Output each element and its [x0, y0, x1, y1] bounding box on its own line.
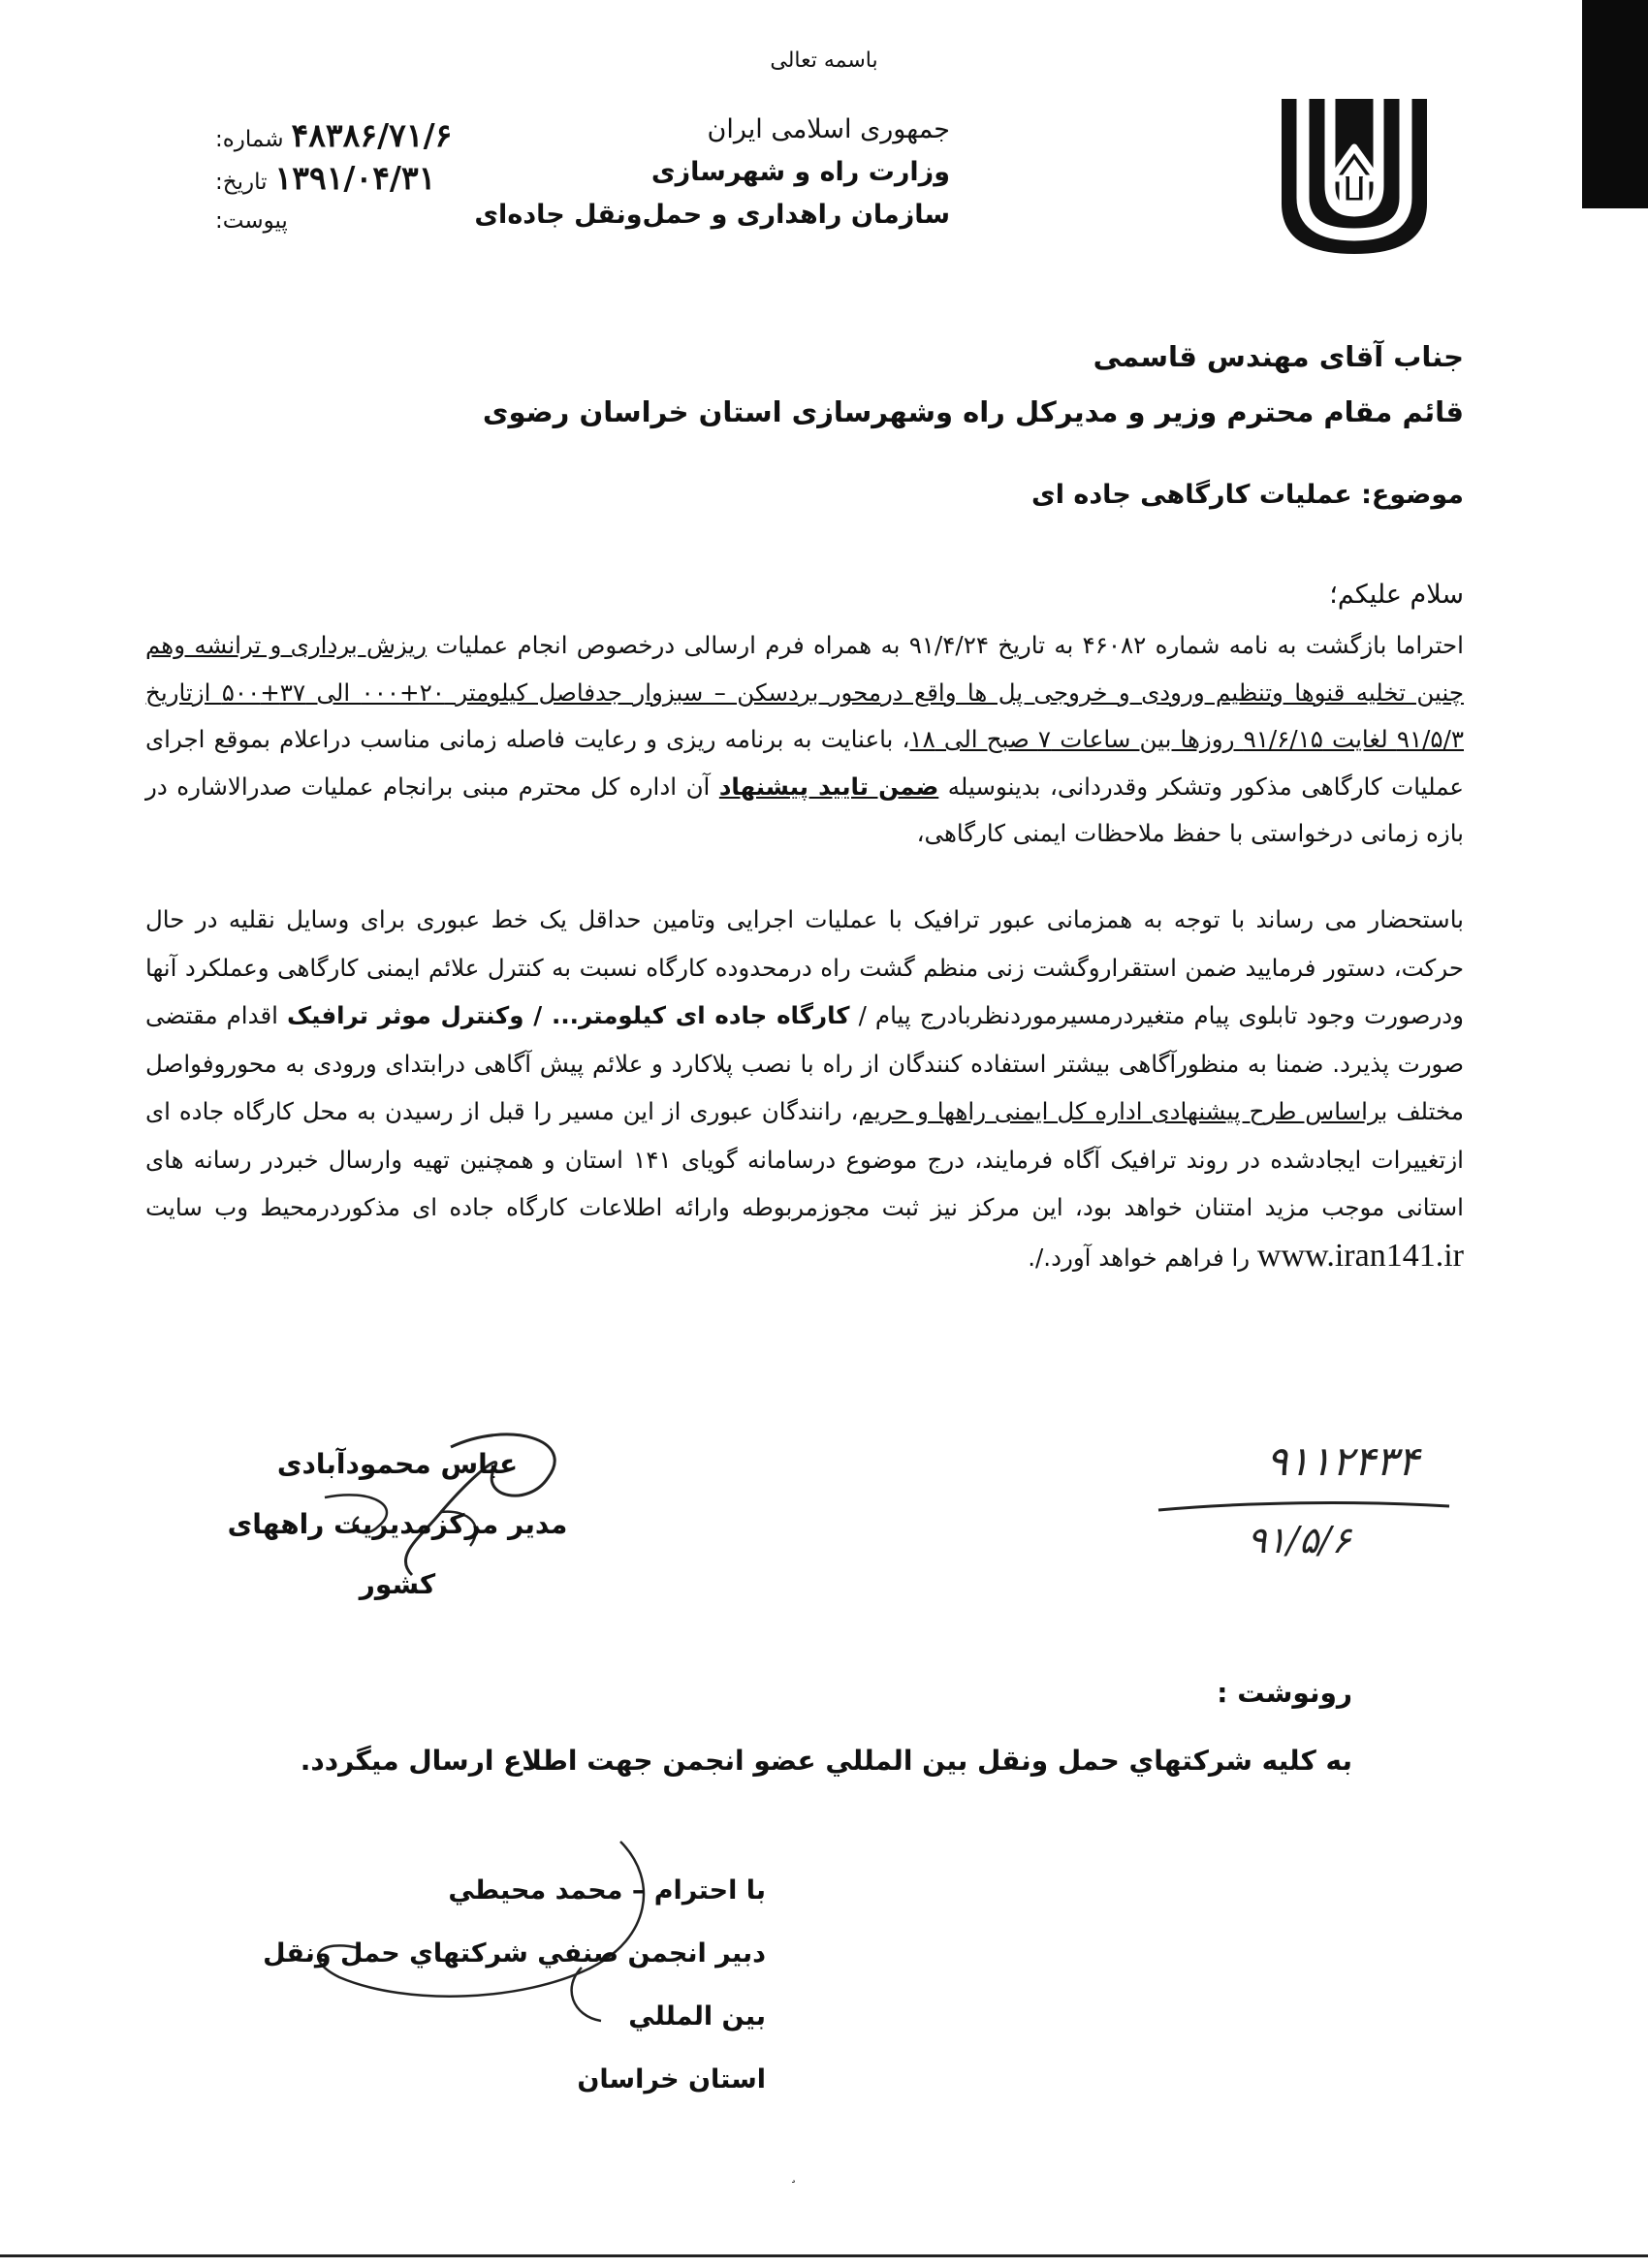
org-line-organization: سازمان راهداری و حمل‌ونقل جاده‌ای — [474, 200, 950, 230]
p2-text-2: اقدام مقتضی صورت پذیرد. ضمنا به منظورآگاهی بیشتر استفاده کنندگان از راه با نصب پلاکارد و علائم پیش آگاهی درابتدای ورودی به محوروفواصل مختلف — [145, 1001, 1464, 1125]
p1-approval-phrase: ضمن تایید پیشنهاد — [718, 772, 939, 801]
handwritten-line-1: ۹۱۱۲۴۳۴ — [1266, 1437, 1419, 1485]
handwritten-registration-note — [1139, 1434, 1459, 1575]
p2-text-3: ، رانندگان عبوری از این مسیر را قبل از رسیدن به محل کارگاه جاده ای ازتغییرات ایجادشده در روند ترافیک آگاه فرمایند، درج موضوع درسامانه گویای ۱۴۱ استان و همچنین تهیه وارسال خبردر رسانه های استانی موجب مزید امتنان خواهد بود، این مرکز نیز ثبت مجوزمربوطه وارائه اطلاعات کارگاه جاده ای مذکوردرمحیط وب سایت — [145, 1097, 1464, 1221]
cc-text: به کلیه شرکتهاي حمل ونقل بین المللي عضو انجمن جهت اطلاع ارسال میگردد. — [300, 1745, 1352, 1777]
greeting: سلام علیکم؛ — [1329, 580, 1464, 610]
org-line-country: جمهوری اسلامی ایران — [707, 114, 950, 144]
number-row — [215, 114, 467, 157]
signer-name: عباس محمودآبادی — [276, 1448, 519, 1480]
org-line-ministry: وزارت راه و شهرسازی — [650, 157, 950, 187]
body-paragraph-1 — [145, 622, 1464, 858]
date-value: ۱۳۹۱/۰۴/۳۱ — [274, 159, 436, 197]
basmala: باسمه تعالی — [770, 48, 878, 73]
number-label: شماره: — [215, 127, 284, 152]
closing-title: دبیر انجمن صنفي شرکتهاي حمل ونقل بین المللي — [263, 1938, 766, 2032]
closing-province: استان خراسان — [577, 2064, 766, 2095]
p1-text-1: احتراما بازگشت به نامه شماره ۴۶۰۸۲ به تاریخ ۹۱/۴/۲۴ به همراه فرم ارسالی درخصوص انجام عملیات — [427, 631, 1464, 659]
p2-underlined-plan: براساس طرح پیشنهادی اداره کل ایمنی راهها و حریم — [858, 1097, 1388, 1125]
scan-bottom-edge — [0, 2254, 1648, 2257]
number-value: ۴۸۳۸۶/۷۱/۶ — [291, 116, 453, 154]
closing-regards: با احترام – محمد محیطي — [448, 1875, 766, 1906]
closing-block — [262, 1859, 766, 2111]
handwritten-line-2: ۹۱/۵/۶ — [1247, 1519, 1351, 1561]
date-label: تاریخ: — [215, 170, 268, 195]
p1-text-2: ، باعنایت به برنامه ریزی و رعایت فاصله زمانی مناسب دراعلام بموقع اجرای عملیات کارگاهی مذکور وتشکر وقدردانی، بدینوسیله — [145, 725, 1464, 801]
cc-title: رونوشت : — [1217, 1677, 1352, 1709]
p2-message-phrase: کارگاه جاده ای کیلومتر... / وکنترل موثر ترافیک — [287, 1001, 850, 1029]
subject-line: موضوع: عملیات کارگاهی جاده ای — [1030, 480, 1464, 510]
p2-text-1: باستحضار می رساند با توجه به همزمانی عبور ترافیک با عملیات اجرایی وتامین حداقل یک خط عبوری برای وسایل نقلیه در حال حرکت، دستور فرمایید ضمن استقراروگشت زنی منظم گشت راه درمحدوده کارگاه نسبت به کنترل علائم ایمنی کارگاهی وعملکرد آنها ودرصورت وجود تابلوی پیام متغیردرمسیرمورد‌نظربادرج پیام / — [145, 905, 1465, 1029]
organization-logo-icon — [1272, 89, 1437, 262]
scan-edge-bar — [1582, 0, 1648, 208]
signer-title: مدیر مرکزمدیریت راههای کشور — [227, 1508, 568, 1600]
attachment-label: پیوست: — [215, 208, 288, 234]
scan-mark: ¸ — [790, 2168, 797, 2184]
website-url: www.iran141.ir — [1256, 1237, 1464, 1274]
addressee — [155, 330, 1464, 440]
addressee-line-2: قائم مقام محترم وزیر و مدیرکل راه وشهرسازی استان خراسان رضوی — [482, 395, 1464, 428]
addressee-line-1: جناب آقای مهندس قاسمی — [1093, 340, 1464, 373]
p1-text-3: آن اداره کل محترم مبنی برانجام عملیات صدرالاشاره در بازه زمانی درخواستی با حفظ ملاحظات ایمنی کارگاهی، — [145, 772, 1464, 847]
org-header — [474, 109, 950, 236]
signature-block — [194, 1434, 601, 1615]
p1-underlined-scope: ریزش برداری و ترانشه وهم چنین تخلیه قنوها وتنظیم ورودی و خروجی پل ها واقع درمحور بردسکن – سبزوار جدفاصل کیلومتر ۲۰+۰۰۰ الی ۳۷+۵۰۰ ازتاریخ ۹۱/۵/۳ لغایت ۹۱/۶/۱۵ روزها بین ساعات ۷ صبح الی ۱۸ — [145, 631, 1464, 753]
p2-text-4: را فراهم خواهد آورد./. — [1028, 1243, 1257, 1272]
letter-meta — [215, 114, 467, 242]
date-row — [215, 157, 467, 200]
body-paragraph-2 — [145, 896, 1464, 1281]
attachment-row — [215, 200, 467, 242]
